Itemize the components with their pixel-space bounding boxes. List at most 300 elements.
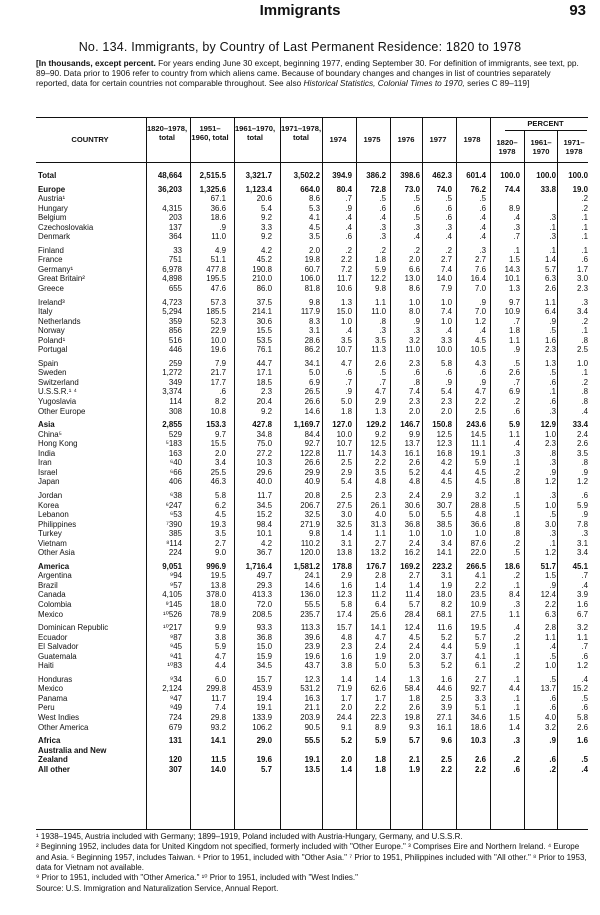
table-cell: 6.7 bbox=[577, 609, 588, 619]
table-cell: 9.7 bbox=[215, 429, 226, 439]
table-cell: 106.2 bbox=[252, 722, 272, 732]
table-cell: 3.5 bbox=[375, 467, 386, 477]
table-cell: 28.6 bbox=[304, 335, 320, 345]
table-cell: 5.2 bbox=[409, 467, 420, 477]
table-cell: .2 bbox=[513, 755, 520, 765]
table-cell: .1 bbox=[581, 245, 588, 255]
table-cell: .6 bbox=[513, 406, 520, 416]
table-cell: 996.9 bbox=[206, 561, 226, 571]
table-cell: 4.7 bbox=[375, 387, 386, 397]
table-cell: 87.6 bbox=[470, 538, 486, 548]
table-cell: .4 bbox=[345, 213, 352, 223]
table-cell: 74.0 bbox=[436, 184, 452, 194]
table-cell: 2.0 bbox=[409, 406, 420, 416]
table-cell: 2.0 bbox=[409, 255, 420, 265]
table-cell: 133.9 bbox=[252, 712, 272, 722]
table-cell: 2.6 bbox=[409, 703, 420, 713]
table-row bbox=[36, 746, 588, 756]
table-cell: 15.2 bbox=[256, 510, 272, 520]
table-cell: 516 bbox=[168, 335, 182, 345]
table-cell: 9.2 bbox=[261, 406, 272, 416]
table-cell: 4.4 bbox=[441, 642, 452, 652]
table-cell: 2.6 bbox=[475, 755, 486, 765]
table-cell: .4 bbox=[479, 232, 486, 242]
table-cell: 34.8 bbox=[256, 429, 272, 439]
table-cell: 307 bbox=[168, 764, 182, 774]
table-cell: .2 bbox=[581, 194, 588, 204]
table-cell: 7.8 bbox=[577, 519, 588, 529]
table-cell: 34.6 bbox=[470, 712, 486, 722]
table-cell: .8 bbox=[513, 477, 520, 487]
table-cell: .4 bbox=[445, 326, 452, 336]
table-cell: .1 bbox=[581, 222, 588, 232]
table-cell: 44.6 bbox=[436, 684, 452, 694]
table-cell: 6.4 bbox=[545, 307, 556, 317]
table-cell: .6 bbox=[581, 703, 588, 713]
table-cell: 18.6 bbox=[470, 722, 486, 732]
table-cell: .3 bbox=[445, 222, 452, 232]
table-cell: 1.7 bbox=[577, 264, 588, 274]
table-cell: 40.0 bbox=[256, 477, 272, 487]
table-cell: 98.4 bbox=[256, 519, 272, 529]
table-cell: .9 bbox=[345, 203, 352, 213]
table-cell: 45.2 bbox=[256, 255, 272, 265]
table-cell: 19.1 bbox=[304, 755, 320, 765]
table-cell: 5.8 bbox=[441, 358, 452, 368]
table-row bbox=[36, 633, 588, 643]
table-cell: .8 bbox=[581, 397, 588, 407]
table-cell: 19.6 bbox=[210, 345, 226, 355]
table-cell: 29.3 bbox=[256, 580, 272, 590]
table-cell: 26.6 bbox=[304, 458, 320, 468]
table-cell: .2 bbox=[513, 632, 520, 642]
table-cell: 19.8 bbox=[404, 712, 420, 722]
table-cell: 19.0 bbox=[572, 184, 588, 194]
table-row bbox=[36, 520, 588, 530]
table-cell: 37.5 bbox=[256, 297, 272, 307]
table-cell: 1.9 bbox=[375, 651, 386, 661]
table-cell: .3 bbox=[549, 406, 556, 416]
table-cell: 5.1 bbox=[475, 703, 486, 713]
table-cell: 5.9 bbox=[375, 264, 386, 274]
table-cell: .3 bbox=[513, 736, 520, 746]
table-cell: 5.9 bbox=[215, 642, 226, 652]
table-cell: 1.6 bbox=[341, 580, 352, 590]
table-cell: 10.1 bbox=[504, 274, 520, 284]
table-cell: 2.6 bbox=[577, 722, 588, 732]
table-cell: .4 bbox=[513, 623, 520, 633]
table-cell: .3 bbox=[413, 326, 420, 336]
table-cell: 25.5 bbox=[210, 467, 226, 477]
table-cell: 21.1 bbox=[304, 703, 320, 713]
table-cell: 17.7 bbox=[210, 377, 226, 387]
table-cell: 3.5 bbox=[375, 335, 386, 345]
table-cell: 72.8 bbox=[370, 184, 386, 194]
table-row bbox=[36, 336, 588, 346]
table-cell: 4.0 bbox=[375, 510, 386, 520]
table-cell: .9 bbox=[581, 510, 588, 520]
table-cell: 76.2 bbox=[470, 184, 486, 194]
table-cell: 23.9 bbox=[304, 642, 320, 652]
table-cell: 68.1 bbox=[436, 609, 452, 619]
table-cell: 5.7 bbox=[261, 764, 272, 774]
table-cell: .5 bbox=[549, 510, 556, 520]
table-cell: 3.9 bbox=[441, 703, 452, 713]
table-cell: .6 bbox=[445, 203, 452, 213]
table-cell: .5 bbox=[549, 368, 556, 378]
row-label: Guatemala bbox=[38, 651, 77, 661]
table-cell: 2.9 bbox=[375, 397, 386, 407]
table-cell: 462.3 bbox=[432, 171, 452, 180]
table-row bbox=[36, 623, 588, 633]
table-cell: 15.2 bbox=[572, 684, 588, 694]
table-cell: 131 bbox=[168, 736, 182, 746]
table-cell: .4 bbox=[479, 213, 486, 223]
table-cell: 1.0 bbox=[441, 529, 452, 539]
footnotes bbox=[36, 832, 588, 895]
table-cell: 1.3 bbox=[341, 297, 352, 307]
table-cell: 10.6 bbox=[336, 284, 352, 294]
table-cell: ⁹57 bbox=[169, 580, 182, 590]
table-cell: 13.2 bbox=[370, 548, 386, 558]
running-head-title: Immigrants bbox=[259, 2, 341, 19]
table-cell: 2.8 bbox=[545, 623, 556, 633]
table-cell: .2 bbox=[413, 245, 420, 255]
table-cell: 14.6 bbox=[304, 580, 320, 590]
table-cell: 17.4 bbox=[336, 609, 352, 619]
table-cell: 11.7 bbox=[337, 274, 352, 284]
table-cell: 4.5 bbox=[215, 510, 226, 520]
table-cell: 12.5 bbox=[436, 429, 452, 439]
table-cell: 1.1 bbox=[509, 609, 520, 619]
column-header-percent-1971-1978: 1971–1978 bbox=[563, 138, 585, 156]
table-cell: 20.6 bbox=[256, 194, 272, 204]
table-cell: .1 bbox=[513, 458, 520, 468]
table-cell: 11.7 bbox=[257, 490, 272, 500]
row-label: Mexico bbox=[38, 684, 63, 694]
table-cell: .3 bbox=[413, 222, 420, 232]
table-cell: 86.0 bbox=[256, 284, 272, 294]
table-cell: 9.2 bbox=[261, 232, 272, 242]
row-label: Other America bbox=[38, 722, 89, 732]
table-cell: 38.5 bbox=[436, 519, 452, 529]
table-cell: 6.1 bbox=[475, 661, 486, 671]
table-cell: 1.0 bbox=[475, 529, 486, 539]
table-cell: 29.9 bbox=[304, 467, 320, 477]
table-cell: 27.2 bbox=[256, 448, 272, 458]
table-cell: 9.1 bbox=[341, 722, 352, 732]
table-cell: 1.2 bbox=[577, 477, 588, 487]
table-cell: 10.0 bbox=[436, 345, 452, 355]
row-label: U.S.S.R.¹ ⁴ bbox=[38, 387, 77, 397]
table-cell: 2.5 bbox=[341, 490, 352, 500]
table-row bbox=[36, 501, 588, 511]
table-cell: .9 bbox=[513, 345, 520, 355]
table-body bbox=[36, 171, 588, 774]
table-cell: 2.3 bbox=[375, 490, 386, 500]
table-cell: .6 bbox=[345, 232, 352, 242]
table-row bbox=[36, 736, 588, 746]
table-cell: 14.0 bbox=[210, 764, 226, 774]
table-cell: .8 bbox=[379, 316, 386, 326]
table-cell: 7.4 bbox=[215, 703, 226, 713]
table-cell: 4.1 bbox=[309, 213, 320, 223]
table-cell: 1,272 bbox=[162, 368, 182, 378]
table-row bbox=[36, 590, 588, 600]
table-cell: .6 bbox=[345, 368, 352, 378]
table-cell: .2 bbox=[581, 203, 588, 213]
table-cell: 15.9 bbox=[256, 651, 272, 661]
table-cell: 2.9 bbox=[441, 490, 452, 500]
table-cell: 10.5 bbox=[470, 345, 486, 355]
table-cell: 19.1 bbox=[470, 448, 486, 458]
table-cell: 36.6 bbox=[210, 203, 226, 213]
table-cell: 4.8 bbox=[375, 477, 386, 487]
table-cell: 12.3 bbox=[436, 439, 452, 449]
row-label: Europe bbox=[38, 184, 66, 194]
table-cell: 386.2 bbox=[366, 171, 386, 180]
table-cell: 71.9 bbox=[336, 684, 352, 694]
table-cell: 1.4 bbox=[409, 580, 420, 590]
table-cell: 3.4 bbox=[577, 548, 588, 558]
table-cell: 19.6 bbox=[304, 651, 320, 661]
column-header-country: COUNTRY bbox=[71, 135, 109, 144]
table-cell: .2 bbox=[581, 377, 588, 387]
table-cell: 10.0 bbox=[336, 429, 352, 439]
table-cell: 4.7 bbox=[375, 632, 386, 642]
table-cell: 36.8 bbox=[256, 632, 272, 642]
table-cell: .7 bbox=[513, 377, 520, 387]
table-cell: 34.1 bbox=[304, 358, 320, 368]
table-cell: 117.9 bbox=[300, 307, 320, 317]
table-cell: .4 bbox=[345, 222, 352, 232]
table-cell: .5 bbox=[479, 194, 486, 204]
table-cell: .5 bbox=[379, 368, 386, 378]
table-cell: 7.6 bbox=[475, 264, 486, 274]
table-cell: .7 bbox=[581, 642, 588, 652]
table-cell: .1 bbox=[581, 368, 588, 378]
table-cell: 7.9 bbox=[215, 358, 226, 368]
table-cell: 4.5 bbox=[309, 222, 320, 232]
table-cell: .2 bbox=[379, 245, 386, 255]
table-cell: 4.2 bbox=[441, 458, 452, 468]
table-cell: .8 bbox=[513, 529, 520, 539]
table-cell: 224 bbox=[168, 548, 182, 558]
table-cell: 5.9 bbox=[509, 420, 520, 430]
row-label: El Salvador bbox=[38, 642, 79, 652]
row-label: West Indies bbox=[38, 712, 80, 722]
table-cell: 1.6 bbox=[577, 736, 588, 746]
table-cell: 10.9 bbox=[470, 599, 486, 609]
table-cell: .6 bbox=[581, 490, 588, 500]
table-cell: 6.2 bbox=[215, 500, 226, 510]
table-cell: 5.7 bbox=[409, 599, 420, 609]
table-row bbox=[36, 317, 588, 327]
table-cell: 15.5 bbox=[256, 326, 272, 336]
table-cell: 15.5 bbox=[210, 439, 226, 449]
table-cell: 9.0 bbox=[215, 548, 226, 558]
row-label: Iran bbox=[38, 458, 52, 468]
table-cell: 1.1 bbox=[545, 297, 556, 307]
table-cell: 3.0 bbox=[577, 274, 588, 284]
table-cell: .9 bbox=[549, 316, 556, 326]
table-cell: 73.0 bbox=[404, 184, 420, 194]
table-cell: 1.4 bbox=[341, 529, 352, 539]
table-cell: 223.2 bbox=[432, 561, 452, 571]
table-cell: 1,325.6 bbox=[199, 184, 226, 194]
table-cell: .6 bbox=[549, 377, 556, 387]
table-cell: 2.4 bbox=[577, 429, 588, 439]
table-cell: 6.3 bbox=[545, 274, 556, 284]
table-cell: 3,321.7 bbox=[245, 171, 272, 180]
table-cell: 26.5 bbox=[304, 387, 320, 397]
table-cell: ¹⁰217 bbox=[163, 623, 182, 633]
table-row bbox=[36, 571, 588, 581]
table-cell: .6 bbox=[413, 368, 420, 378]
table-cell: 100.0 bbox=[568, 171, 588, 180]
table-cell: 178.8 bbox=[332, 561, 352, 571]
table-cell: .4 bbox=[345, 326, 352, 336]
table-cell: 16.4 bbox=[470, 274, 486, 284]
table-row bbox=[36, 684, 588, 694]
table-cell: 8.9 bbox=[509, 203, 520, 213]
table-row bbox=[36, 510, 588, 520]
table-cell: 2.2 bbox=[375, 703, 386, 713]
headnote-italic: Historical Statistics, Colonial Times to 1970, bbox=[303, 78, 465, 88]
table-cell: 3.2 bbox=[409, 335, 420, 345]
table-cell: 1.2 bbox=[545, 548, 556, 558]
table-cell: 49.7 bbox=[256, 571, 272, 581]
table-cell: .6 bbox=[445, 368, 452, 378]
table-cell: .6 bbox=[549, 703, 556, 713]
table-cell: 11.2 bbox=[371, 590, 386, 600]
row-label: Colombia bbox=[38, 599, 72, 609]
table-cell: .4 bbox=[549, 642, 556, 652]
column-header-1974: 1974 bbox=[329, 135, 347, 144]
table-cell: 3,374 bbox=[162, 387, 182, 397]
table-cell: .2 bbox=[513, 661, 520, 671]
table-row bbox=[36, 307, 588, 317]
table-cell: 6.3 bbox=[545, 609, 556, 619]
table-cell: .3 bbox=[479, 245, 486, 255]
table-cell: 2.6 bbox=[409, 458, 420, 468]
table-cell: .3 bbox=[549, 213, 556, 223]
table-cell: 1.0 bbox=[409, 297, 420, 307]
percent-header: PERCENT bbox=[527, 119, 564, 128]
table-cell: 8.3 bbox=[309, 316, 320, 326]
table-cell: .8 bbox=[581, 335, 588, 345]
table-cell: 4,723 bbox=[162, 297, 182, 307]
row-label: France bbox=[38, 255, 63, 265]
table-cell: 7.0 bbox=[475, 307, 486, 317]
table-cell: .6 bbox=[413, 203, 420, 213]
table-cell: 13.8 bbox=[336, 548, 352, 558]
table-cell: 4.3 bbox=[475, 358, 486, 368]
table-cell: 93.3 bbox=[256, 623, 272, 633]
table-cell: .5 bbox=[513, 500, 520, 510]
table-cell: 751 bbox=[168, 255, 182, 265]
table-cell: 45.1 bbox=[572, 561, 588, 571]
table-cell: 453.9 bbox=[252, 684, 272, 694]
table-cell: 349 bbox=[168, 377, 182, 387]
table-cell: 5.4 bbox=[341, 477, 352, 487]
header-bottom-rule bbox=[36, 162, 588, 163]
table-cell: 190.8 bbox=[252, 264, 272, 274]
table-cell: .1 bbox=[549, 222, 556, 232]
table-cell: 2.0 bbox=[215, 448, 226, 458]
table-cell: 2.7 bbox=[441, 255, 452, 265]
row-label: Sweden bbox=[38, 368, 67, 378]
table-cell: .6 bbox=[549, 755, 556, 765]
table-cell: 4.7 bbox=[475, 387, 486, 397]
table-cell: .7 bbox=[379, 377, 386, 387]
table-cell: .7 bbox=[345, 377, 352, 387]
table-cell: 36.6 bbox=[470, 519, 486, 529]
table-row bbox=[36, 642, 588, 652]
table-cell: .4 bbox=[581, 406, 588, 416]
table-cell: 51.1 bbox=[210, 255, 226, 265]
table-cell: 27.5 bbox=[470, 609, 486, 619]
row-label: Hungary bbox=[38, 203, 68, 213]
row-label: Zealand bbox=[38, 755, 68, 765]
column-header-1975: 1975 bbox=[363, 135, 381, 144]
table-cell: 14.5 bbox=[470, 429, 486, 439]
table-cell: 19.6 bbox=[256, 755, 272, 765]
table-cell: 14.1 bbox=[370, 623, 386, 633]
table-row bbox=[36, 477, 588, 487]
table-cell: 19.4 bbox=[256, 693, 272, 703]
table-cell: 5.2 bbox=[341, 736, 352, 746]
table-cell: 10.1 bbox=[256, 529, 272, 539]
table-cell: 3.4 bbox=[577, 307, 588, 317]
table-cell: 385 bbox=[168, 529, 182, 539]
table-cell: 58.4 bbox=[404, 684, 420, 694]
table-cell: 13.5 bbox=[304, 764, 320, 774]
table-cell: 9.2 bbox=[261, 213, 272, 223]
table-cell: 2.2 bbox=[341, 255, 352, 265]
row-label: Brazil bbox=[38, 580, 58, 590]
row-label: Lebanon bbox=[38, 510, 69, 520]
table-cell: 235.7 bbox=[300, 609, 320, 619]
table-cell: 7.4 bbox=[441, 307, 452, 317]
table-cell: 378.0 bbox=[206, 590, 226, 600]
row-label: Jordan bbox=[38, 490, 63, 500]
table-cell: 2,855 bbox=[162, 420, 182, 430]
table-cell: 11.0 bbox=[211, 232, 226, 242]
table-cell: 15.0 bbox=[256, 642, 272, 652]
table-row bbox=[36, 468, 588, 478]
table-cell: 110.2 bbox=[300, 538, 320, 548]
table-cell: 5.8 bbox=[577, 712, 588, 722]
table-cell: .2 bbox=[513, 397, 520, 407]
table-cell: 62.6 bbox=[370, 684, 386, 694]
table-cell: .1 bbox=[513, 245, 520, 255]
table-cell: 12.3 bbox=[304, 674, 320, 684]
table-cell: 7.0 bbox=[475, 284, 486, 294]
table-cell: .4 bbox=[513, 213, 520, 223]
table-cell: 137 bbox=[168, 222, 182, 232]
footnote: ² Beginning 1952, includes data for United Kingdom not specified, formerly included with "Other Europe." ³ Comprises Eire and Northern Ireland. ⁴ Europe and Asia. ⁵ Beginning 1957, includes Taiwan. ⁶ Prior to 1951, included with "Other Asia." ⁷ Prior to 1951, Philippines included with "All other." ⁸ Prior to 1953, data for Vietnam not available. bbox=[36, 842, 587, 872]
table-cell: 2.9 bbox=[341, 467, 352, 477]
table-cell: 5.9 bbox=[475, 458, 486, 468]
table-cell: 2.3 bbox=[545, 439, 556, 449]
table-cell: 3.8 bbox=[341, 661, 352, 671]
table-cell: 5.3 bbox=[409, 661, 420, 671]
table-cell: 1.4 bbox=[545, 255, 556, 265]
table-cell: 16.3 bbox=[304, 693, 320, 703]
table-cell: 72.0 bbox=[256, 599, 272, 609]
table-cell: 14.0 bbox=[436, 274, 452, 284]
